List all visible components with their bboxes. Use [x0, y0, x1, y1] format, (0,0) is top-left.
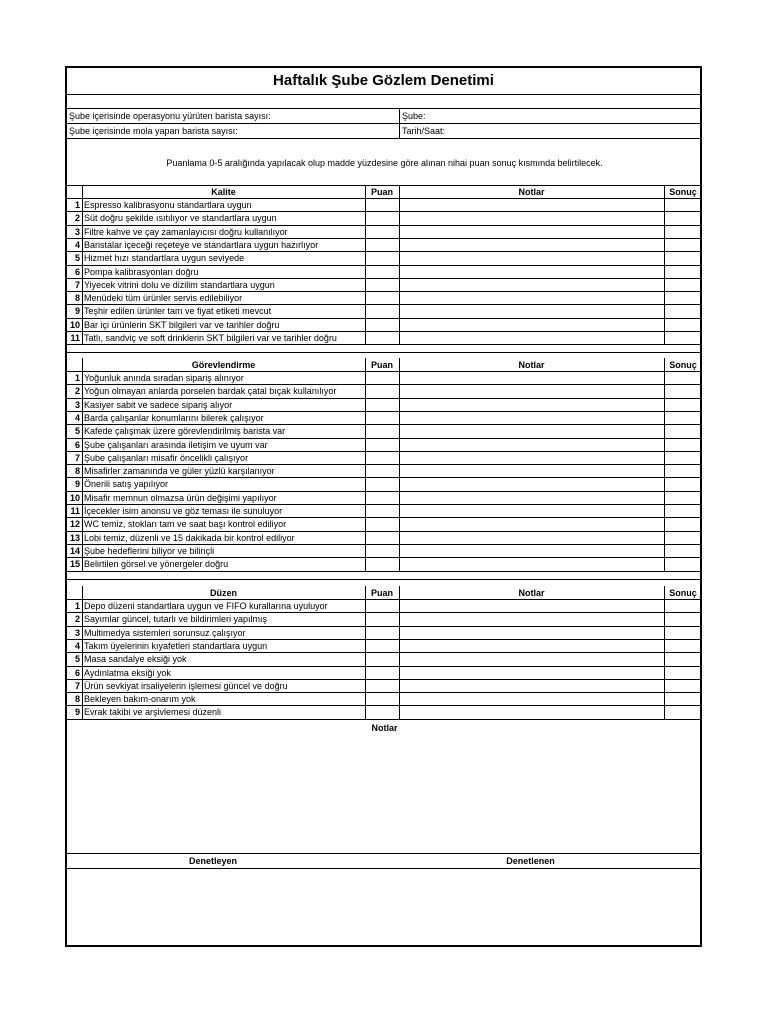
checklist-item: Masa sandalye eksiği yok	[84, 654, 187, 665]
item-number: 15	[69, 559, 80, 570]
score-field[interactable]	[366, 252, 398, 263]
grid-line	[67, 138, 702, 139]
checklist-item: Bekleyen bakım-onarım yok	[84, 694, 196, 705]
item-number: 1	[74, 601, 80, 611]
item-number: 5	[74, 426, 80, 437]
barista-count-label: Şube içerisinde operasyonu yürüten barista sayısı:	[69, 111, 271, 121]
notes-field[interactable]	[400, 305, 663, 316]
grid-line	[399, 586, 400, 719]
checklist-item: Barda çalışanlar konumlarını bilerek çalışıyor	[84, 412, 264, 423]
item-number: 11	[70, 333, 80, 343]
result-field[interactable]	[665, 627, 701, 638]
score-field[interactable]	[366, 412, 398, 423]
score-field[interactable]	[366, 226, 398, 237]
score-field[interactable]	[366, 653, 398, 664]
checklist-item: Şube hedeflerini biliyor ve bilinçli	[84, 545, 215, 556]
notes-field[interactable]	[400, 680, 663, 691]
audit-form	[65, 66, 702, 947]
item-number: 10	[69, 319, 80, 330]
item-number: 3	[74, 226, 80, 237]
item-number: 7	[74, 680, 80, 691]
notes-field[interactable]	[400, 212, 663, 223]
result-field[interactable]	[665, 653, 701, 664]
result-field[interactable]	[665, 640, 701, 651]
score-field[interactable]	[366, 613, 398, 624]
item-number: 8	[74, 293, 80, 304]
checklist-item: Tatlı, sandviç ve soft drinklerin SKT bilgileri var ve tarihler doğru	[84, 333, 337, 343]
grid-line	[67, 579, 702, 580]
checklist-item: Önerili satış yapılıyor	[84, 479, 169, 490]
grid-line	[664, 358, 665, 571]
result-field[interactable]	[665, 372, 701, 383]
item-number: 2	[74, 386, 80, 397]
auditor-signature-field[interactable]	[69, 870, 357, 945]
result-field[interactable]	[665, 613, 701, 624]
notes-field[interactable]	[400, 266, 663, 277]
score-field[interactable]	[366, 640, 398, 651]
result-field[interactable]	[665, 199, 701, 210]
item-number: 10	[69, 492, 80, 503]
barista-count-field[interactable]	[217, 109, 397, 122]
column-score-header: Puan	[370, 588, 393, 598]
notes-field[interactable]	[400, 385, 663, 396]
checklist-item: Sayımlar güncel, tutarlı ve bildirimleri yapılmış	[84, 614, 268, 625]
checklist-item: Menüdeki tüm ürünler servis edilebiliyor	[84, 293, 243, 304]
grid-line	[67, 571, 702, 572]
item-number: 7	[74, 452, 80, 463]
notes-field[interactable]	[400, 478, 663, 489]
checklist-item: Takım üyelerinin kıyafetleri standartlara uygun	[84, 640, 268, 651]
notes-field[interactable]	[400, 640, 663, 651]
score-field[interactable]	[366, 545, 398, 556]
checklist-item: Baristalar içeceği reçeteye ve standartlara uygun hazırlıyor	[84, 239, 319, 250]
result-field[interactable]	[665, 252, 701, 263]
score-field[interactable]	[366, 627, 398, 638]
item-number: 11	[70, 506, 80, 516]
column-result-header: Sonuç	[669, 187, 697, 197]
checklist-item: Kasiyer sabit ve sadece sipariş alıyor	[84, 399, 233, 410]
item-number: 1	[74, 373, 80, 383]
break-count-field[interactable]	[217, 124, 397, 137]
column-notes-header: Notlar	[518, 588, 545, 598]
score-field[interactable]	[366, 199, 398, 210]
notes-field[interactable]	[400, 399, 663, 410]
checklist-item: Aydınlatma eksiği yok	[84, 667, 171, 678]
column-notes-header: Notlar	[518, 187, 545, 197]
result-field[interactable]	[665, 706, 701, 717]
checklist-item: Filtre kahve ve çay zamanlayıcısı doğru kullanılıyor	[84, 226, 288, 237]
score-field[interactable]	[366, 385, 398, 396]
score-field[interactable]	[366, 399, 398, 410]
notes-field[interactable]	[400, 252, 663, 263]
score-field[interactable]	[366, 425, 398, 436]
score-field[interactable]	[366, 452, 398, 463]
result-field[interactable]	[665, 558, 701, 569]
result-field[interactable]	[665, 319, 701, 330]
item-number: 14	[69, 545, 80, 556]
score-field[interactable]	[366, 372, 398, 383]
score-field[interactable]	[366, 439, 398, 450]
checklist-item: Evrak takibi ve arşivlemesi düzenli	[84, 707, 222, 718]
item-number: 12	[69, 519, 80, 530]
checklist-item: Şube çalışanları arasında iletişim ve uyum var	[84, 439, 268, 450]
notes-field[interactable]	[400, 492, 663, 503]
item-number: 8	[74, 466, 80, 477]
grid-line	[664, 586, 665, 719]
grid-line	[67, 853, 702, 854]
notes-field[interactable]	[400, 667, 663, 678]
item-number: 5	[74, 253, 80, 264]
notes-field[interactable]	[400, 239, 663, 250]
result-field[interactable]	[665, 279, 701, 290]
item-number: 5	[74, 654, 80, 665]
result-field[interactable]	[665, 385, 701, 396]
result-field[interactable]	[665, 545, 701, 556]
score-field[interactable]	[366, 505, 398, 516]
item-number: 4	[74, 239, 80, 250]
notes-field[interactable]	[400, 532, 663, 543]
item-number: 1	[74, 200, 80, 210]
grid-line	[82, 358, 83, 571]
score-field[interactable]	[366, 212, 398, 223]
section-header-2: Düzen	[210, 588, 237, 598]
checklist-item: İçecekler isim anonsu ve göz teması ile sunuluyor	[84, 506, 283, 516]
column-score-header: Puan	[370, 360, 393, 370]
score-field[interactable]	[366, 693, 398, 704]
item-number: 4	[74, 412, 80, 423]
checklist-item: Pompa kalibrasyonları doğru	[84, 266, 199, 277]
checklist-item: Multimedya sistemleri sorunsuz çalışıyor	[84, 627, 246, 638]
notes-field[interactable]	[400, 545, 663, 556]
section-header-1: Görevlendirme	[191, 360, 256, 370]
notes-field[interactable]	[400, 518, 663, 529]
grid-line	[67, 352, 702, 353]
item-number: 4	[74, 640, 80, 651]
result-field[interactable]	[665, 332, 701, 343]
checklist-item: Misafirler zamanında ve güler yüzlü karşılanıyor	[84, 466, 275, 477]
general-notes-field[interactable]	[69, 736, 700, 851]
column-notes-header: Notlar	[518, 360, 545, 370]
checklist-item: Yoğun olmayan anlarda porselen bardak çatal bıçak kullanılıyor	[84, 386, 337, 397]
result-field[interactable]	[665, 478, 701, 489]
score-field[interactable]	[366, 492, 398, 503]
column-result-header: Sonuç	[669, 360, 697, 370]
datetime-label: Tarih/Saat:	[402, 126, 446, 136]
notes-field[interactable]	[400, 465, 663, 476]
notes-field[interactable]	[400, 706, 663, 717]
result-field[interactable]	[665, 680, 701, 691]
result-field[interactable]	[665, 600, 701, 611]
notes-field[interactable]	[400, 505, 663, 516]
item-number: 6	[74, 439, 80, 450]
result-field[interactable]	[665, 505, 701, 516]
result-field[interactable]	[665, 492, 701, 503]
result-field[interactable]	[665, 266, 701, 277]
result-field[interactable]	[665, 212, 701, 223]
result-field[interactable]	[665, 412, 701, 423]
notes-field[interactable]	[400, 600, 663, 611]
checklist-item: Lobi temiz, düzenli ve 15 dakikada bir kontrol ediliyor	[84, 532, 295, 543]
grid-line	[365, 358, 366, 571]
score-field[interactable]	[366, 706, 398, 717]
result-field[interactable]	[665, 465, 701, 476]
checklist-item: Misafir memnun olmazsa ürün değişimi yapılıyor	[84, 492, 277, 503]
checklist-item: Teşhir edilen ürünler tam ve fiyat etiketi mevcut	[84, 306, 272, 317]
item-number: 2	[74, 213, 80, 224]
score-field[interactable]	[366, 465, 398, 476]
checklist-item: Bar içi ürünlerin SKT bilgileri var ve tarihler doğru	[84, 319, 280, 330]
grid-line	[67, 868, 702, 869]
item-number: 9	[74, 306, 80, 317]
column-result-header: Sonuç	[669, 588, 697, 598]
item-number: 8	[74, 694, 80, 705]
item-number: 2	[74, 614, 80, 625]
score-field[interactable]	[366, 558, 398, 569]
grid-line	[664, 185, 665, 344]
audited-label: Denetlenen	[506, 856, 555, 866]
result-field[interactable]	[665, 667, 701, 678]
branch-field[interactable]	[427, 109, 697, 122]
result-field[interactable]	[665, 399, 701, 410]
score-field[interactable]	[366, 239, 398, 250]
item-number: 9	[74, 707, 80, 718]
grid-line	[399, 358, 400, 571]
notes-field[interactable]	[400, 279, 663, 290]
score-field[interactable]	[366, 279, 398, 290]
checklist-item: Yiyecek vitrini dolu ve dizilim standartlara uygun	[84, 279, 275, 290]
score-field[interactable]	[366, 266, 398, 277]
result-field[interactable]	[665, 425, 701, 436]
notes-field[interactable]	[400, 226, 663, 237]
checklist-item: WC temiz, stokları tam ve saat başı kontrol ediliyor	[84, 519, 287, 530]
notes-section-label: Notlar	[371, 723, 398, 733]
score-field[interactable]	[366, 532, 398, 543]
result-field[interactable]	[665, 239, 701, 250]
break-count-label: Şube içerisinde mola yapan barista sayısı:	[69, 126, 238, 136]
grid-line	[399, 108, 400, 138]
notes-field[interactable]	[400, 439, 663, 450]
grid-line	[67, 719, 702, 720]
result-field[interactable]	[665, 439, 701, 450]
result-field[interactable]	[665, 518, 701, 529]
section-header-0: Kalite	[211, 187, 236, 197]
grid-line	[67, 94, 702, 95]
grid-line	[365, 586, 366, 719]
checklist-item: Hizmet hızı standartlara uygun seviyede	[84, 253, 245, 264]
checklist-item: Yoğunluk anında sıradan sipariş alınıyor	[84, 373, 244, 383]
score-field[interactable]	[366, 518, 398, 529]
notes-field[interactable]	[400, 425, 663, 436]
audited-signature-field[interactable]	[361, 870, 700, 945]
score-field[interactable]	[366, 667, 398, 678]
column-score-header: Puan	[370, 187, 393, 197]
notes-field[interactable]	[400, 627, 663, 638]
datetime-field[interactable]	[457, 124, 697, 137]
result-field[interactable]	[665, 452, 701, 463]
score-field[interactable]	[366, 319, 398, 330]
notes-field[interactable]	[400, 292, 663, 303]
item-number: 3	[74, 627, 80, 638]
checklist-item: Belirtilen görsel ve yönergeler doğru	[84, 559, 229, 570]
result-field[interactable]	[665, 532, 701, 543]
grid-line	[82, 586, 83, 719]
item-number: 3	[74, 399, 80, 410]
notes-field[interactable]	[400, 372, 663, 383]
score-field[interactable]	[366, 478, 398, 489]
notes-field[interactable]	[400, 613, 663, 624]
notes-field[interactable]	[400, 412, 663, 423]
checklist-item: Depo düzeni standartlara uygun ve FIFO kurallarına uyuluyor	[84, 601, 328, 611]
score-field[interactable]	[366, 292, 398, 303]
checklist-item: Süt doğru şekilde ısıtılıyor ve standartlara uygun	[84, 213, 277, 224]
score-field[interactable]	[366, 680, 398, 691]
item-number: 6	[74, 667, 80, 678]
result-field[interactable]	[665, 226, 701, 237]
grid-line	[82, 185, 83, 344]
score-field[interactable]	[366, 600, 398, 611]
notes-field[interactable]	[400, 199, 663, 210]
notes-field[interactable]	[400, 653, 663, 664]
checklist-item: Espresso kalibrasyonu standartlara uygun	[84, 200, 252, 210]
result-field[interactable]	[665, 292, 701, 303]
item-number: 9	[74, 479, 80, 490]
grid-line	[67, 344, 702, 345]
instruction-text: Puanlama 0-5 aralığında yapılacak olup madde yüzdesine göre alınan nihai puan sonuç kısmında belirtilecek.	[166, 158, 603, 168]
item-number: 6	[74, 266, 80, 277]
notes-field[interactable]	[400, 558, 663, 569]
notes-field[interactable]	[400, 452, 663, 463]
item-number: 7	[74, 279, 80, 290]
score-field[interactable]	[366, 332, 398, 343]
branch-label: Şube:	[402, 111, 426, 121]
notes-field[interactable]	[400, 693, 663, 704]
auditor-label: Denetleyen	[188, 856, 238, 866]
result-field[interactable]	[665, 693, 701, 704]
checklist-item: Ürün sevkiyat irsaliyelerin işlemesi güncel ve doğru	[84, 680, 288, 691]
checklist-item: Şube çalışanları misafir öncelikli çalışıyor	[84, 452, 249, 463]
result-field[interactable]	[665, 305, 701, 316]
grid-line	[365, 185, 366, 344]
grid-line	[399, 185, 400, 344]
item-number: 13	[69, 532, 80, 543]
checklist-item: Kafede çalışmak üzere görevlendirilmiş barista var	[84, 426, 286, 437]
form-title: Haftalık Şube Gözlem Denetimi	[273, 72, 494, 89]
score-field[interactable]	[366, 305, 398, 316]
notes-field[interactable]	[400, 332, 663, 343]
notes-field[interactable]	[400, 319, 663, 330]
